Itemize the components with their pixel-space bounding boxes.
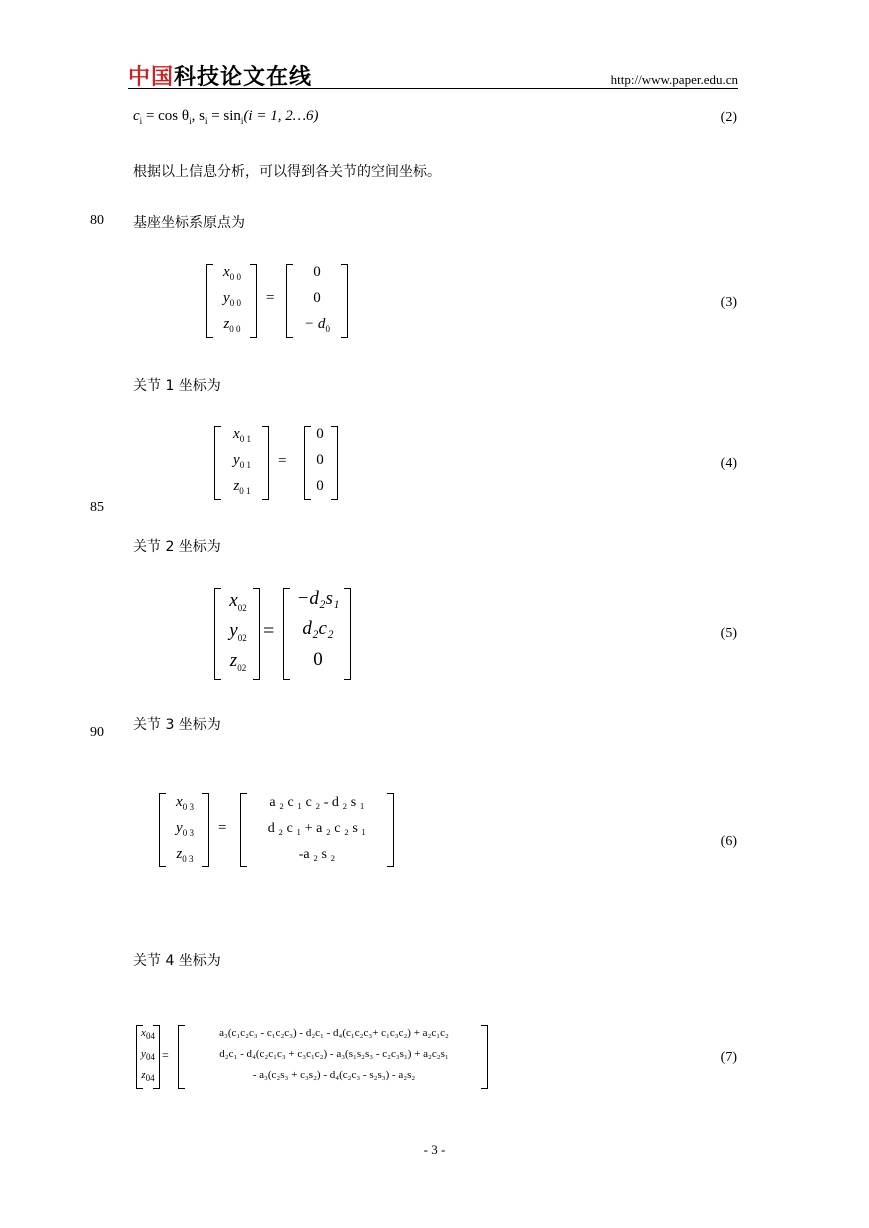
eq5-equals: = <box>263 620 275 642</box>
line-number-85: 85 <box>90 500 104 515</box>
eq7-y: $y_{04}$ <box>141 1048 155 1063</box>
eq2-c: c <box>133 108 140 124</box>
eq3-r3: − $d_0$ <box>304 316 330 334</box>
eq3-rhs-right-bracket <box>341 264 348 338</box>
logo-black-part: 科技论文在线 <box>174 65 313 90</box>
eq4-x: $x_{0 1}$ <box>233 426 251 444</box>
eq4-y: $y_{0 1}$ <box>233 452 251 470</box>
eq5-y: $y_{02}$ <box>229 620 247 643</box>
paragraph-3: 关节 1 坐标为 <box>133 378 221 394</box>
eq5-z: $z_{02}$ <box>229 650 247 673</box>
eq4-equals: = <box>278 453 287 469</box>
eq4-number: (4) <box>720 456 737 471</box>
header-rule <box>128 88 738 89</box>
eq3-x: $x_{0 0}$ <box>223 264 241 282</box>
eq6-x: $x_{0 3}$ <box>176 794 194 812</box>
eq2-range: (i = 1, 2…6) <box>243 108 319 124</box>
eq6-number: (6) <box>720 834 737 849</box>
page-number: - 3 - <box>423 1142 446 1157</box>
eq3-y: $y_{0 0}$ <box>223 290 241 308</box>
eq7-r1: a₃(c₁c₂c₃ - c₁c₂c₃) - d₂c₁ - d₄(c₁c₂c₃+ c₁c₃c₂) + a₂c₁c₂ <box>219 1027 449 1039</box>
eq4-rhs-right-bracket <box>331 426 338 500</box>
equation-2: $c_i = \cos \theta_i$, $s_i = \sin_i(i = 1$, 2…6) <box>133 108 319 126</box>
eq7-equals: = <box>162 1048 169 1062</box>
paragraph-6: 关节 4 坐标为 <box>133 953 221 969</box>
eq2-sin: = sin <box>207 108 241 124</box>
eq4-r3: 0 <box>316 478 324 494</box>
eq6-y: $y_{0 3}$ <box>176 820 194 838</box>
eq4-r2: 0 <box>316 452 324 468</box>
eq7-z: $z_{04}$ <box>141 1069 155 1084</box>
eq5-r1: −d₂s₁ <box>296 588 340 609</box>
eq6-equals: = <box>218 820 227 836</box>
paragraph-1: 根据以上信息分析，可以得到各关节的空间坐标。 <box>133 164 441 180</box>
line-number-80: 80 <box>90 213 104 228</box>
eq6-r2: d ₂ c ₁ + a ₂ c ₂ s ₁ <box>267 821 367 836</box>
eq4-r1: 0 <box>316 426 324 442</box>
eq3-equals: = <box>266 290 275 306</box>
paragraph-4: 关节 2 坐标为 <box>133 539 221 555</box>
eq3-z: $z_{0 0}$ <box>223 316 241 334</box>
logo-red-part: 中国 <box>128 65 175 90</box>
eq6-r3: -a ₂ s ₂ <box>298 847 336 862</box>
eq4-z: $z_{0 1}$ <box>233 478 251 496</box>
header-url[interactable]: http://www.paper.edu.cn <box>610 72 738 87</box>
eq5-x: $x_{02}$ <box>229 590 247 613</box>
eq2-s: , s <box>191 108 205 124</box>
eq5-number: (5) <box>720 626 737 641</box>
eq5-r3: 0 <box>313 649 323 670</box>
paragraph-5: 关节 3 坐标为 <box>133 717 221 733</box>
eq3-r1: 0 <box>313 264 321 280</box>
eq3-number: (3) <box>720 295 737 310</box>
eq6-z: $z_{0 3}$ <box>176 846 194 864</box>
eq6-rhs-right-bracket <box>387 793 394 867</box>
eq7-r3: - a₃(c₂s₃ + c₃s₂) - d₄(c₂c₃ - s₂s₃) - a₂s₂ <box>252 1069 416 1081</box>
eq7-x: $x_{04}$ <box>141 1027 155 1042</box>
eq2-cos: = cos θ <box>142 108 190 124</box>
site-logo <box>128 60 312 91</box>
eq5-r2: d₂c₂ <box>302 618 334 639</box>
eq6-r1: a ₂ c ₁ c ₂ - d ₂ s ₁ <box>269 795 365 810</box>
line-number-90: 90 <box>90 725 104 740</box>
paragraph-2: 基座坐标系原点为 <box>133 215 245 231</box>
eq2-number: (2) <box>720 110 737 125</box>
eq3-r2: 0 <box>313 290 321 306</box>
eq7-r2: d₂c₁ - d₄(c₂c₁c₃ + c₃c₁c₂) - a₃(s₁s₂s₃ - c₂c₃s₁) + a₂c₂s₁ <box>219 1048 449 1060</box>
eq7-number: (7) <box>720 1050 737 1065</box>
